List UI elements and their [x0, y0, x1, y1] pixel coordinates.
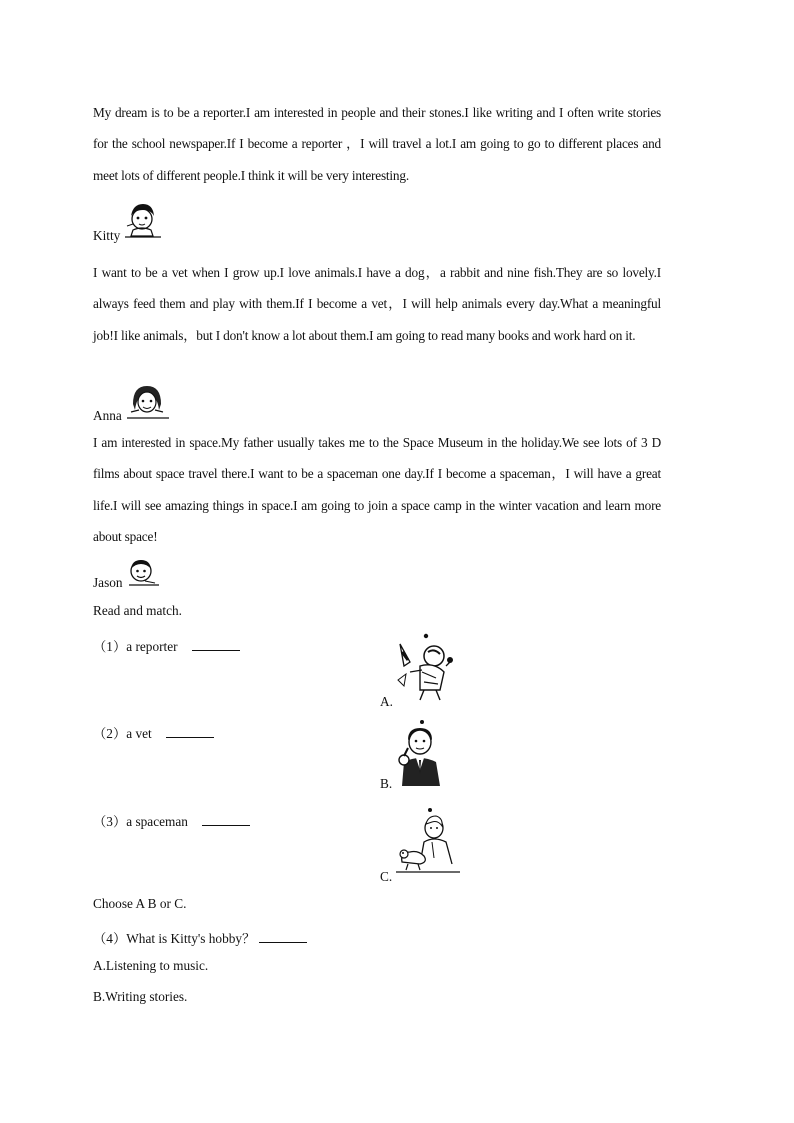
- passage-anna: I want to be a vet when I grow up.I love animals.I have a dog，a rabbit and nine fish.They are so lovely.I always feed them and play with them.If I become a vet，I will help animals every day.What a meaningful job!I like animals，but I don't know a lot about them.I am going to read many books and work hard on it.: [93, 265, 661, 343]
- match-item-label: （2）a vet: [93, 726, 152, 741]
- option-c-label: C.: [380, 869, 393, 884]
- signature-kitty: [93, 200, 213, 244]
- match-item-reporter: [93, 636, 240, 655]
- jason-portrait-icon: [125, 557, 161, 589]
- passage-kitty: My dream is to be a reporter.I am interested in people and their stones.I like writing and I often write stories for the school newspaper.If I become a reporter ，I will travel a lot.I am going to go to different places and meet lots of different people.I think it will be very interesting.: [93, 105, 661, 183]
- option-b-label: B.: [380, 776, 393, 791]
- passage-jason: I am interested in space.My father usually takes me to the Space Museum in the holiday.We see lots of 3 D films about space travel there.I want to be a spaceman one day.If I become a spaceman，I will have a great life.I will see amazing things in space.I am going to join a space camp in the winter vacation and learn more about space!: [93, 435, 661, 544]
- question-kitty-hobby: [93, 928, 307, 947]
- answer-blank[interactable]: [192, 649, 240, 651]
- option-a-label: A.: [380, 694, 393, 709]
- signature-anna: [93, 380, 213, 424]
- choice-a: A.Listening to music.: [93, 958, 209, 973]
- signature-name: Jason: [93, 575, 123, 590]
- option-c-vet-picture-icon: [396, 806, 460, 876]
- choose-instruction: Choose A B or C.: [93, 896, 187, 911]
- answer-blank[interactable]: [166, 736, 214, 738]
- answer-blank[interactable]: [202, 824, 250, 826]
- match-item-label: （3）a spaceman: [93, 814, 188, 829]
- question-text: （4）What is Kitty's hobby？: [93, 931, 256, 946]
- kitty-portrait-icon: [121, 200, 161, 240]
- signature-jason: [93, 555, 213, 591]
- choice-b: B.Writing stories.: [93, 989, 188, 1004]
- option-a-spaceman-picture-icon: [390, 632, 460, 702]
- match-item-vet: [93, 723, 214, 742]
- read-and-match-instruction: Read and match.: [93, 603, 182, 618]
- option-b-reporter-picture-icon: [394, 718, 444, 788]
- anna-portrait-icon: [125, 382, 169, 420]
- answer-blank[interactable]: [259, 941, 307, 943]
- signature-name: Anna: [93, 408, 122, 423]
- match-item-label: （1）a reporter: [93, 639, 178, 654]
- match-item-spaceman: [93, 811, 250, 830]
- signature-name: Kitty: [93, 228, 121, 243]
